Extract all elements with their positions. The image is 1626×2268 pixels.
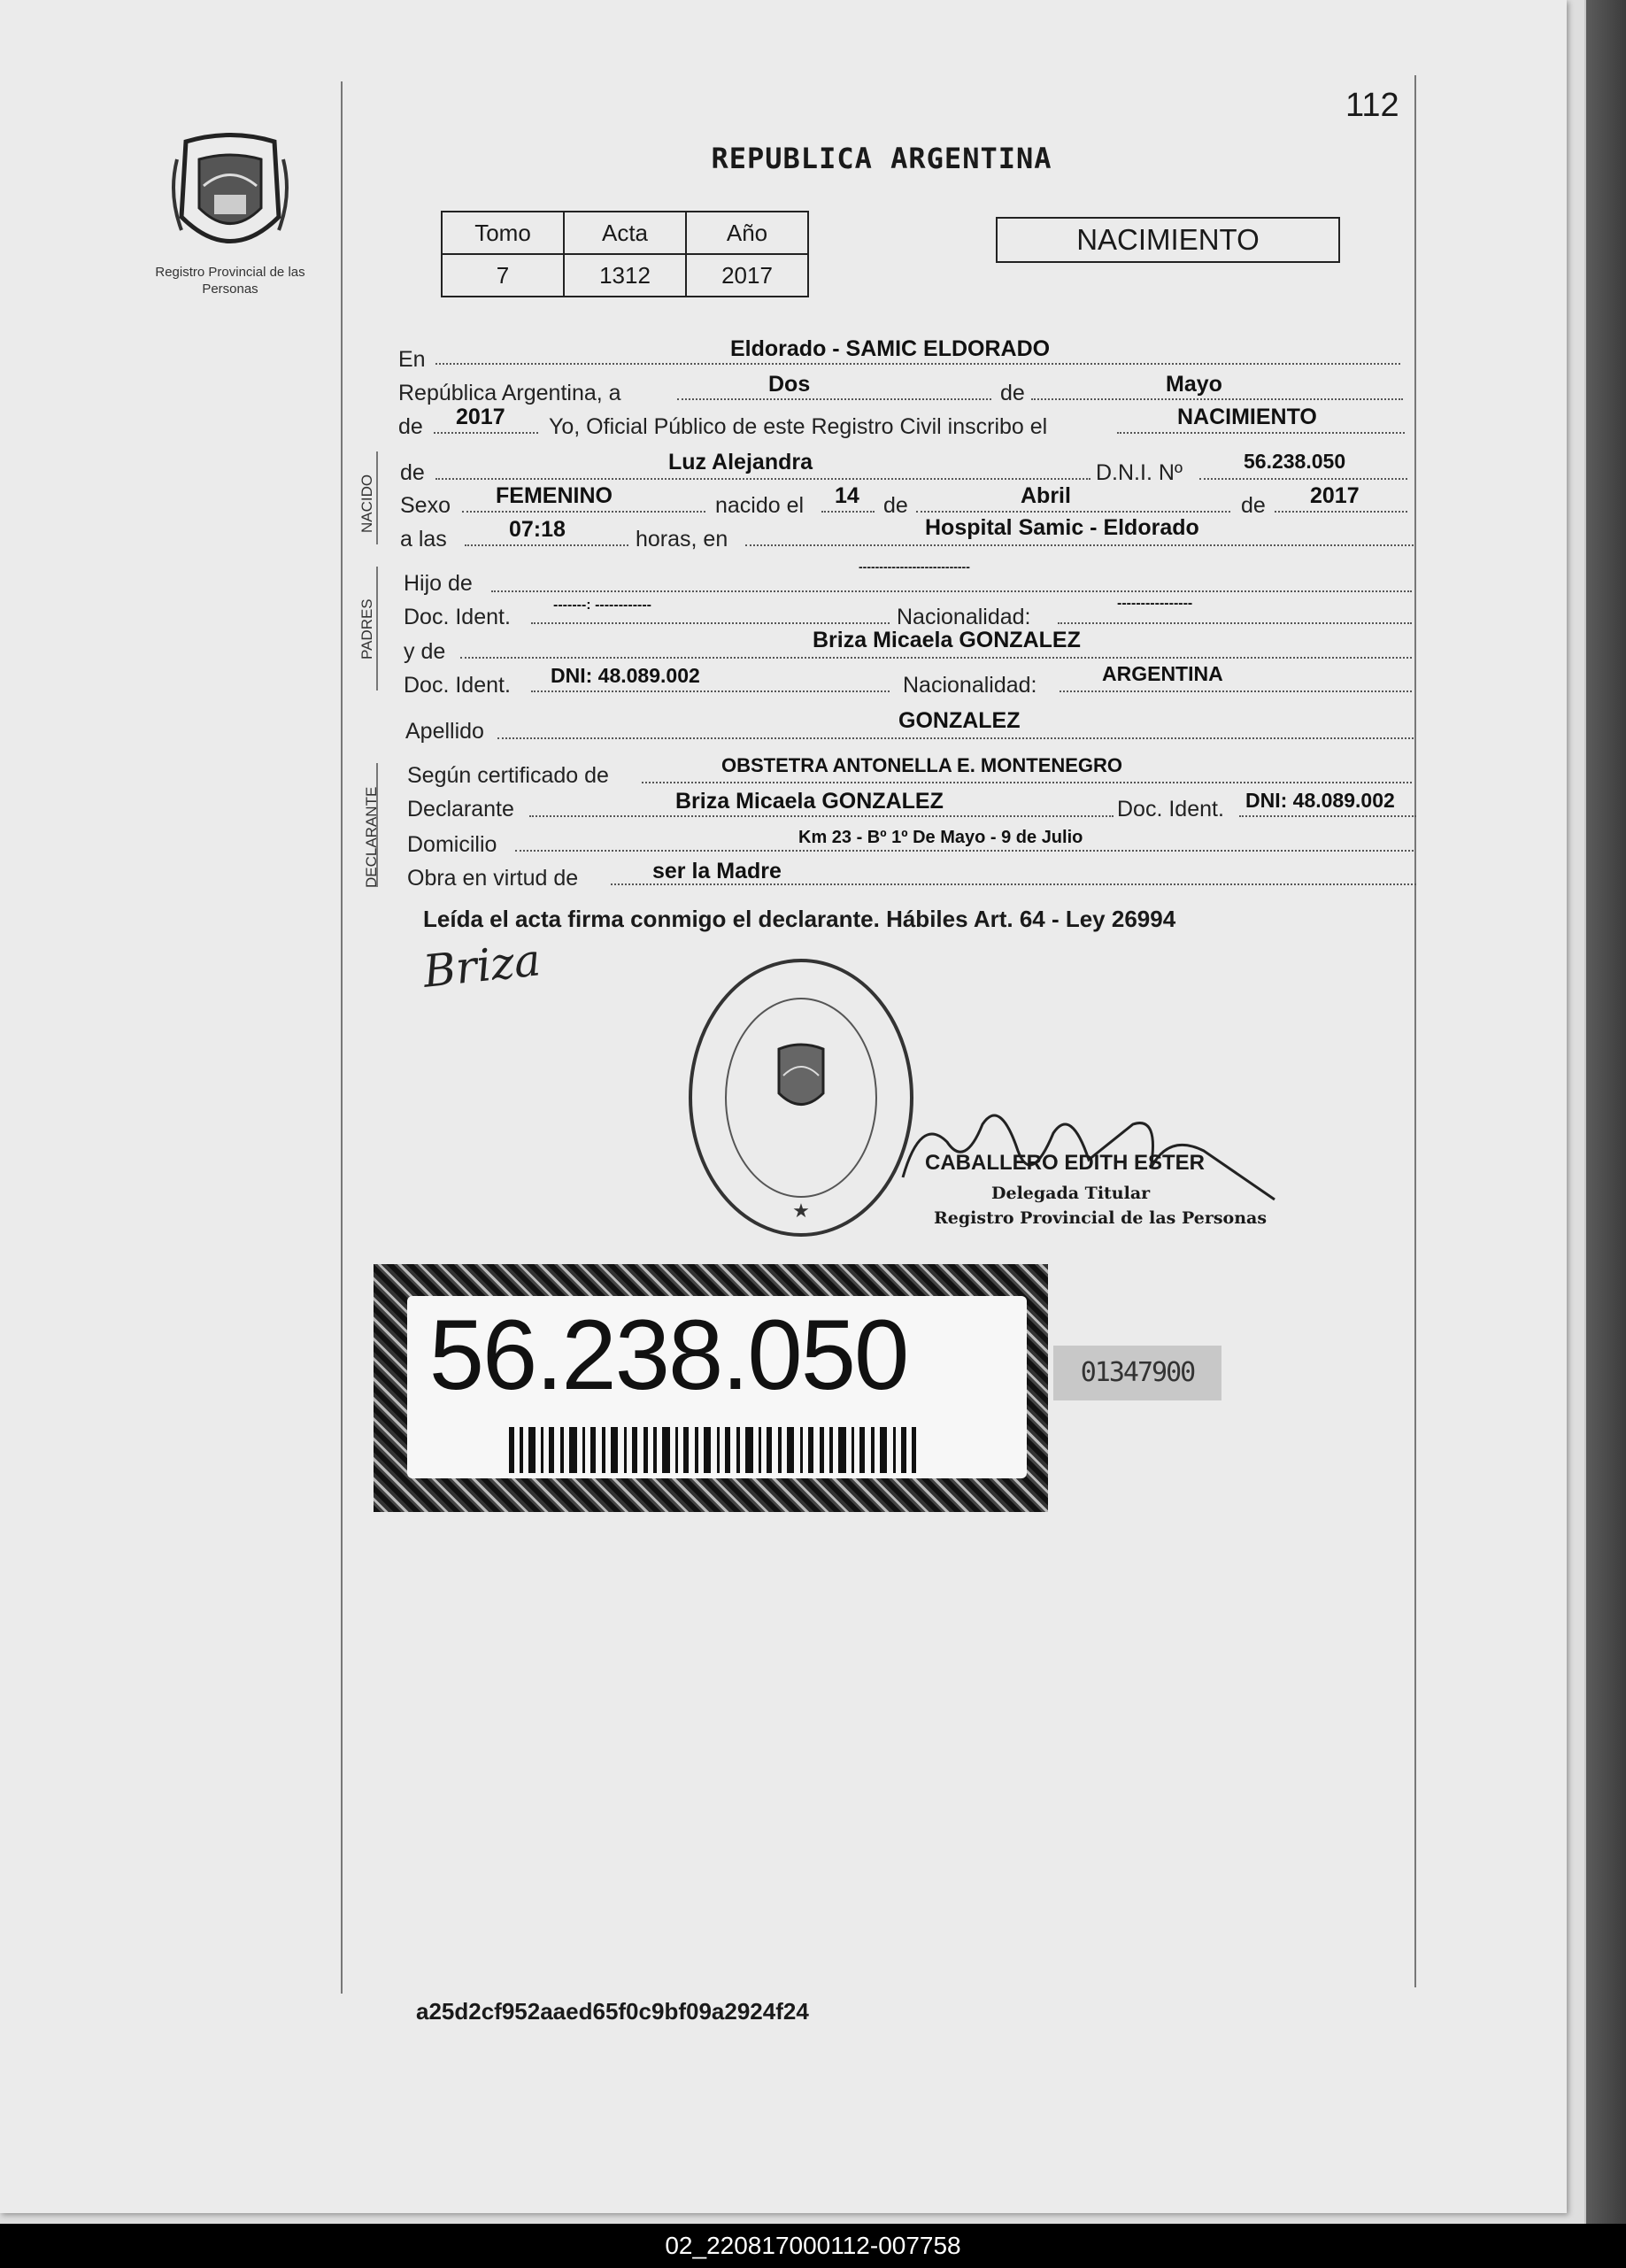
officer-role: Delegada Titular [991, 1184, 1151, 1203]
security-sticker [374, 1264, 1048, 1512]
dotted-line [529, 815, 1114, 817]
nacionalidad-label: Nacionalidad: [897, 605, 1031, 629]
sticker-number: 56.238.050 [428, 1300, 908, 1410]
dotted-line [497, 737, 1414, 739]
child-dni: 56.238.050 [1244, 450, 1346, 473]
left-margin-line [341, 81, 343, 1994]
doc-label: Doc. Ident. [404, 673, 511, 698]
sexo-value: FEMENINO [496, 483, 613, 508]
year-value: 2017 [456, 405, 505, 429]
mother-name: Briza Micaela GONZALEZ [813, 628, 1081, 652]
dotted-line [1058, 622, 1412, 624]
table-header: Año [686, 212, 808, 254]
month-value: Mayo [1166, 372, 1222, 397]
republica-label: República Argentina, a [398, 381, 621, 405]
dotted-line [916, 511, 1230, 513]
en-label: En [398, 347, 426, 372]
apellido-label: Apellido [405, 719, 484, 744]
horas-label: horas, en [636, 527, 728, 552]
declarante-value: Briza Micaela GONZALEZ [675, 789, 944, 814]
sexo-label: Sexo [400, 493, 451, 518]
dotted-line [435, 478, 1090, 480]
dotted-line [1239, 815, 1416, 817]
obra-value: ser la Madre [652, 859, 782, 883]
dotted-line [745, 544, 1414, 546]
birth-time: 07:18 [509, 517, 566, 542]
dotted-line [515, 850, 1414, 852]
signature-text: Briza [420, 934, 543, 998]
de-label: de [1000, 381, 1025, 405]
birth-year: 2017 [1310, 483, 1360, 508]
table-header: Tomo [442, 212, 564, 254]
father-name: --------------------------- [859, 559, 970, 574]
dotted-line [821, 511, 875, 513]
de-label: de [883, 493, 908, 518]
sticker-serial: 01347900 [1053, 1346, 1221, 1400]
declarante-label: Declarante [407, 797, 514, 822]
dotted-line [434, 432, 538, 434]
closing-statement: Leída el acta firma conmigo el declarante. Hábiles Art. 64 - Ley 26994 [423, 906, 1176, 932]
nacido-side-label: NACIDO [358, 474, 375, 533]
declarante-doc: DNI: 48.089.002 [1245, 789, 1395, 812]
registry-table [441, 211, 809, 297]
dotted-line [1199, 478, 1407, 480]
cert-label: Según certificado de [407, 763, 609, 788]
dni-label: D.N.I. Nº [1096, 460, 1183, 485]
doc-label: Doc. Ident. [404, 605, 511, 629]
dotted-line [642, 782, 1412, 783]
dotted-line [677, 398, 991, 400]
dotted-line [460, 657, 1412, 659]
birth-month: Abril [1021, 483, 1071, 508]
event-value: NACIMIENTO [1177, 405, 1317, 429]
mother-nationality: ARGENTINA [1102, 662, 1223, 685]
cert-value: OBSTETRA ANTONELLA E. MONTENEGRO [721, 754, 1123, 776]
obra-label: Obra en virtud de [407, 866, 579, 891]
dotted-line [1275, 511, 1407, 513]
hijo-label: Hijo de [404, 571, 473, 596]
section-bracket [376, 451, 378, 544]
document-hash: a25d2cf952aaed65f0c9bf09a2924f24 [416, 1998, 809, 2025]
record-type-box: NACIMIENTO [996, 217, 1340, 263]
dotted-line [1031, 398, 1403, 400]
dotted-line [491, 590, 1412, 592]
inscribo-text: Yo, Oficial Público de este Registro Civil inscribo el [549, 414, 1048, 439]
domicilio-value: Km 23 - Bº 1º De Mayo - 9 de Julio [798, 828, 1083, 847]
section-bracket [376, 567, 378, 690]
logo-caption: Registro Provincial de las Personas [155, 265, 305, 297]
barcode-icon [509, 1427, 916, 1473]
officer-name: CABALLERO EDITH ESTER [925, 1151, 1206, 1175]
page-number: 112 [1345, 87, 1399, 124]
domicilio-label: Domicilio [407, 832, 497, 857]
birth-place: Hospital Samic - Eldorado [925, 515, 1199, 540]
birth-day: 14 [835, 483, 859, 508]
dotted-line [531, 690, 890, 692]
table-cell: 7 [442, 254, 564, 297]
doc-label: Doc. Ident. [1117, 797, 1224, 822]
place-value: Eldorado - SAMIC ELDORADO [730, 336, 1051, 361]
table-header: Acta [564, 212, 686, 254]
table-cell: 1312 [564, 254, 686, 297]
dotted-line [1117, 432, 1405, 434]
father-doc: -------: ------------ [553, 598, 652, 613]
yde-label: y de [404, 639, 446, 664]
officer-org: Registro Provincial de las Personas [934, 1208, 1268, 1228]
svg-text:★: ★ [792, 1200, 810, 1222]
country-title: REPUBLICA ARGENTINA [711, 142, 1052, 175]
de-label: de [398, 414, 423, 439]
apellido-value: GONZALEZ [898, 708, 1021, 733]
sticker-label [407, 1296, 1027, 1478]
dotted-line [531, 622, 890, 624]
dotted-line [465, 544, 628, 546]
nacido-label: nacido el [715, 493, 805, 518]
filename-caption: 02_220817000112-007758 [0, 2224, 1626, 2268]
table-cell: 2017 [686, 254, 808, 297]
nacionalidad-label: Nacionalidad: [903, 673, 1037, 698]
padres-side-label: PADRES [358, 598, 375, 660]
right-margin-line [1414, 75, 1416, 1987]
child-name: Luz Alejandra [668, 450, 813, 474]
declarante-side-label: DECLARANTE [363, 786, 380, 888]
father-nationality: ---------------- [1117, 596, 1193, 611]
alas-label: a las [400, 527, 447, 552]
day-value: Dos [768, 372, 811, 397]
dotted-line [1060, 690, 1412, 692]
declarant-signature [420, 934, 543, 998]
mother-doc: DNI: 48.089.002 [551, 664, 700, 687]
de-label: de [400, 460, 425, 485]
dotted-line [462, 511, 705, 513]
dotted-line [435, 363, 1400, 365]
de-label: de [1241, 493, 1266, 518]
